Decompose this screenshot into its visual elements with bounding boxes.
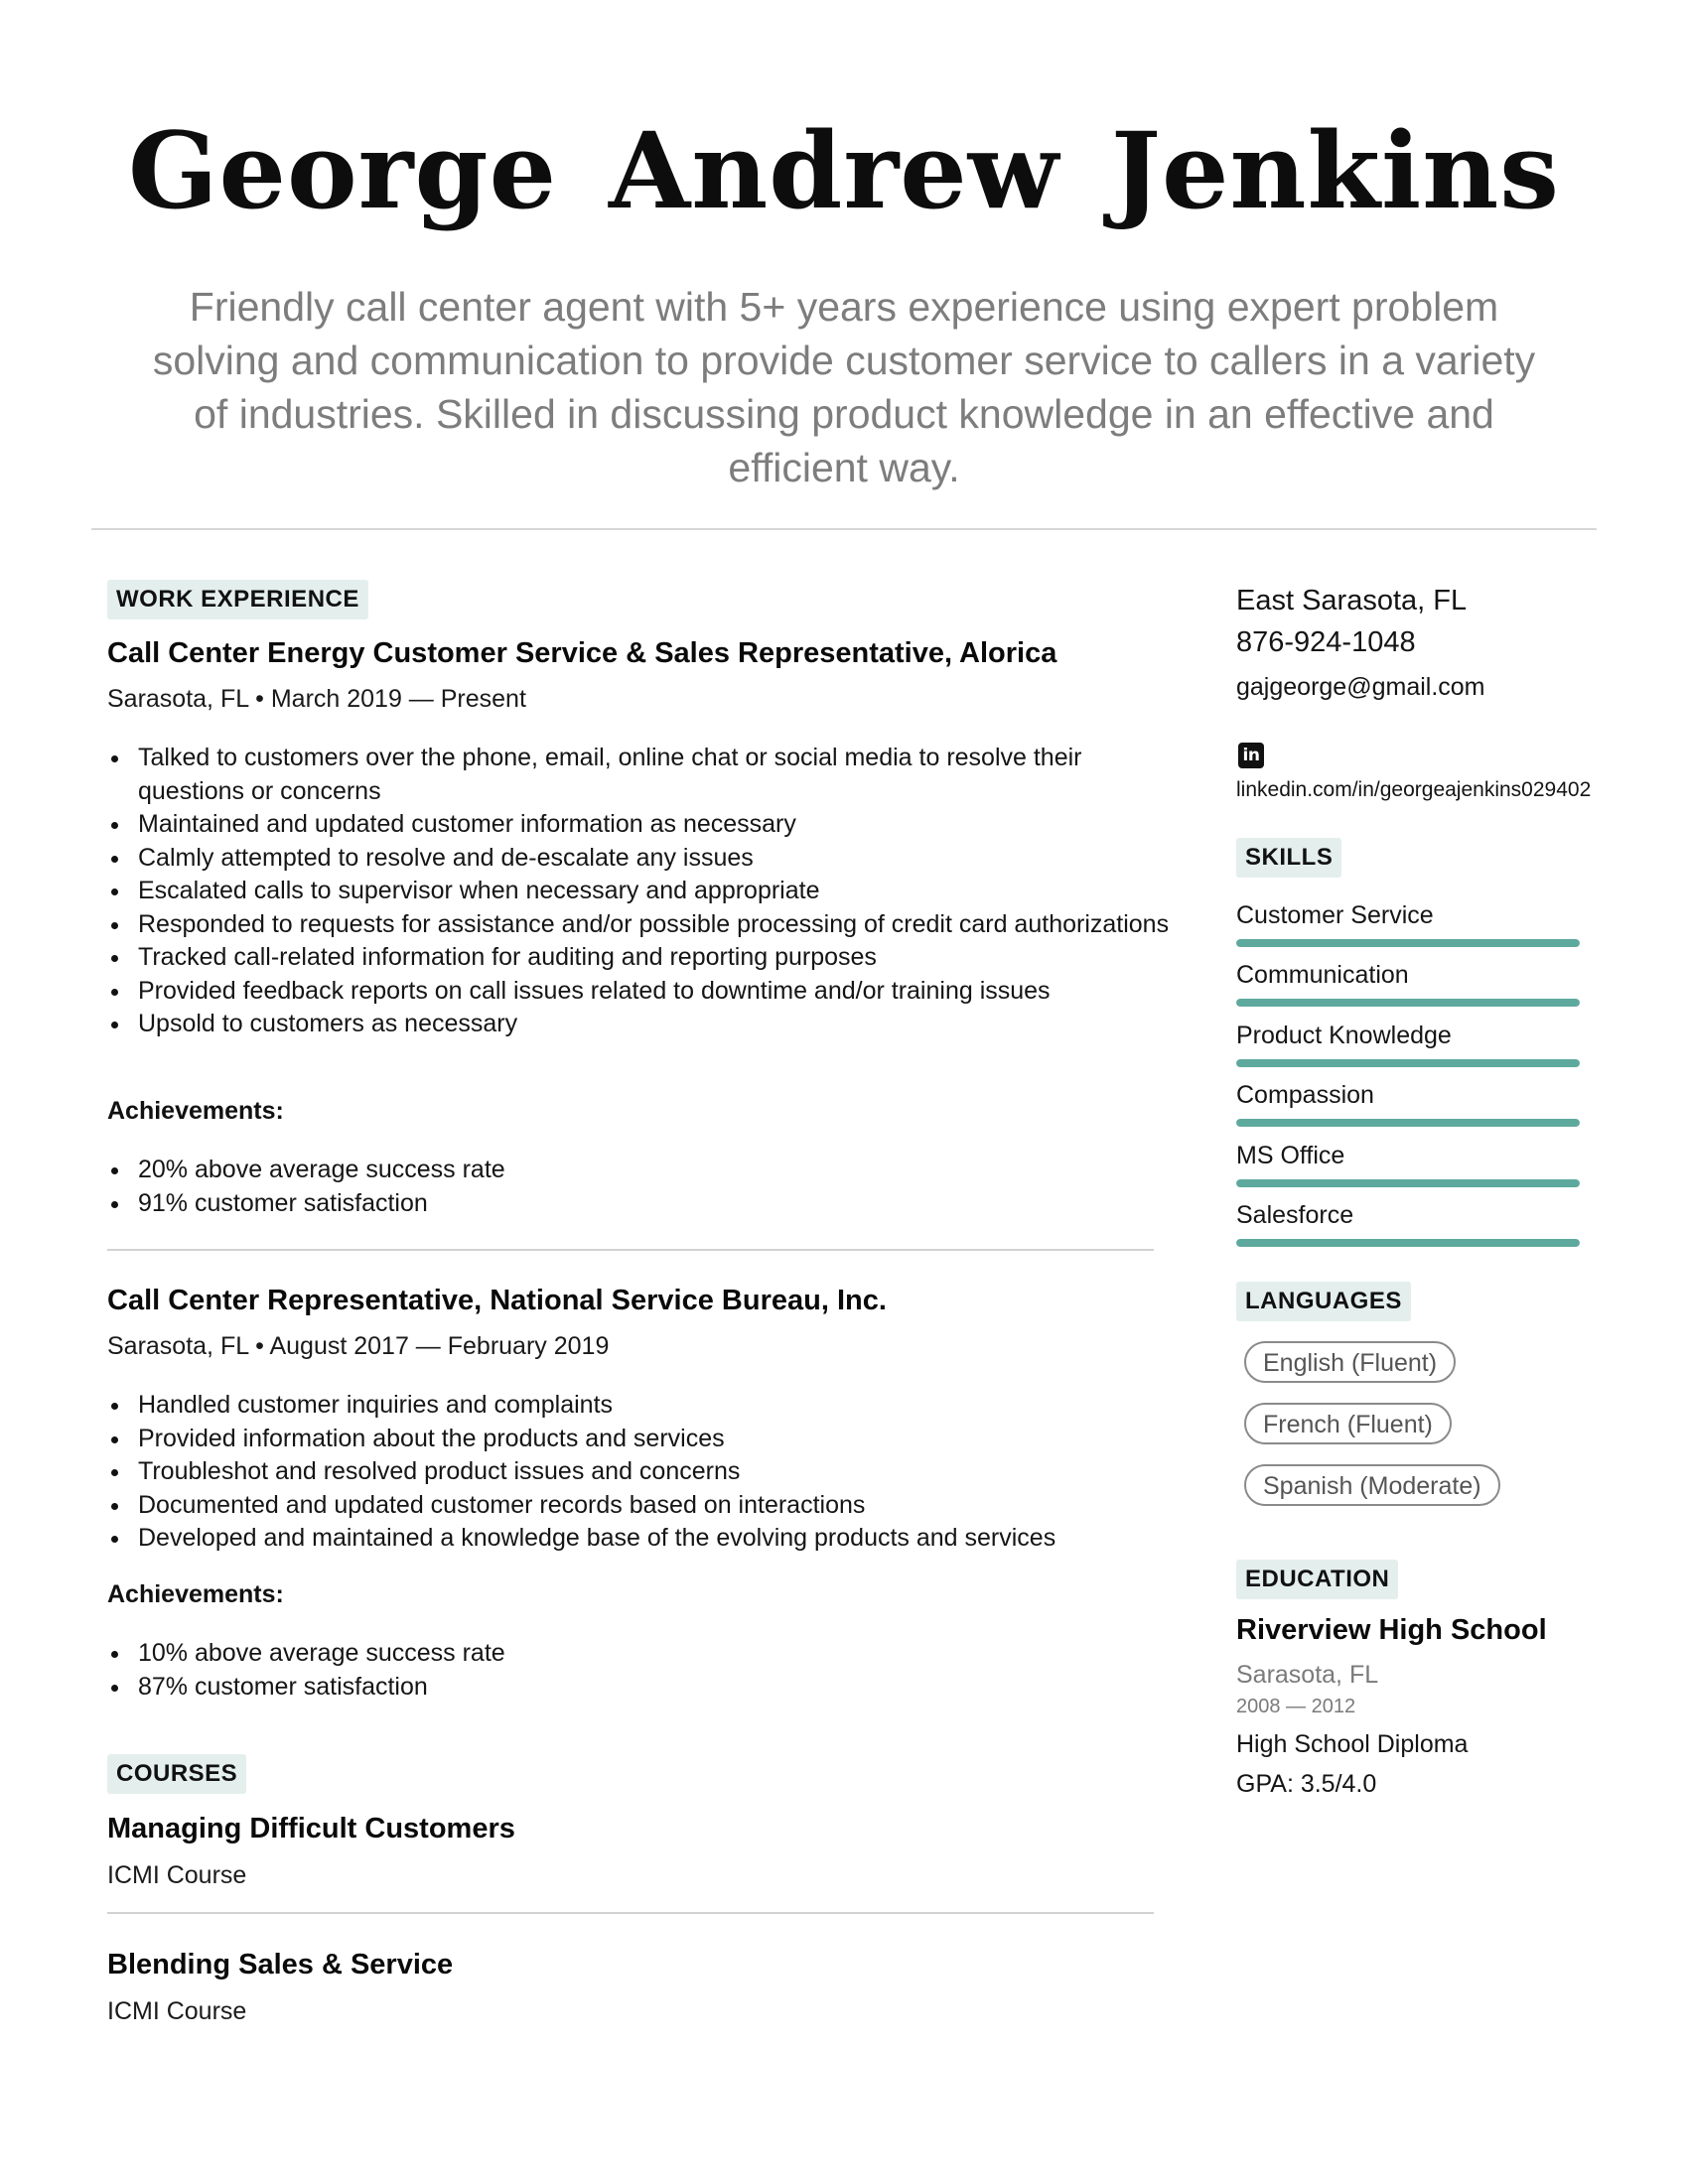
job-bullets [107, 1389, 1170, 1556]
skill-level-fill [1236, 939, 1580, 947]
list-item: 20% above average success rate [107, 1154, 1170, 1187]
list-item: Tracked call-related information for auditing and reporting purposes [107, 941, 1170, 975]
course-provider: ICMI Course [107, 1997, 247, 2025]
skill-level-fill [1236, 999, 1580, 1007]
language-pill: French (Fluent) [1244, 1403, 1452, 1444]
job-title: Call Center Energy Customer Service & Sales Representative, Alorica [107, 637, 1057, 669]
job-meta: Sarasota, FL • August 2017 — February 2019 [107, 1332, 610, 1360]
job-bullets [107, 742, 1170, 1041]
job-title: Call Center Representative, National Service Bureau, Inc. [107, 1285, 887, 1316]
list-item: Talked to customers over the phone, email, online chat or social media to resolve their questions or concerns [107, 742, 1170, 808]
achievements-label: Achievements: [107, 1580, 284, 1608]
list-item: Troubleshot and resolved product issues and concerns [107, 1455, 1170, 1489]
skill-level-bar [1236, 1179, 1580, 1187]
contact-phone[interactable]: 876-924-1048 [1236, 626, 1416, 658]
candidate-name: George Andrew Jenkins [128, 108, 1560, 232]
skill-level-bar [1236, 1059, 1580, 1067]
section-tag-languages: LANGUAGES [1236, 1282, 1411, 1321]
header-divider [91, 528, 1597, 530]
course-divider [107, 1912, 1154, 1914]
skill-level-fill [1236, 1059, 1580, 1067]
section-tag-work-experience: WORK EXPERIENCE [107, 580, 368, 619]
course-title: Blending Sales & Service [107, 1949, 454, 1980]
contact-location: East Sarasota, FL [1236, 585, 1468, 616]
list-item: 10% above average success rate [107, 1637, 1170, 1671]
skill-level-bar [1236, 999, 1580, 1007]
skill-name: Product Knowledge [1236, 1022, 1452, 1049]
list-item: Responded to requests for assistance and/or possible processing of credit card authorizations [107, 908, 1170, 942]
language-pill: English (Fluent) [1244, 1341, 1456, 1383]
contact-email[interactable]: gajgeorge@gmail.com [1236, 673, 1485, 701]
education-location: Sarasota, FL [1236, 1661, 1379, 1689]
job-divider [107, 1249, 1154, 1251]
skill-level-bar [1236, 1239, 1580, 1247]
section-tag-courses: COURSES [107, 1754, 246, 1794]
course-provider: ICMI Course [107, 1861, 247, 1889]
skill-name: Customer Service [1236, 901, 1434, 929]
list-item: 91% customer satisfaction [107, 1187, 1170, 1221]
list-item: Calmly attempted to resolve and de-escalate any issues [107, 842, 1170, 876]
list-item: Developed and maintained a knowledge base of the evolving products and services [107, 1522, 1170, 1556]
list-item: 87% customer satisfaction [107, 1671, 1170, 1705]
skill-name: MS Office [1236, 1142, 1345, 1169]
achievements-list [107, 1637, 1170, 1704]
skill-level-bar [1236, 1119, 1580, 1127]
section-tag-education: EDUCATION [1236, 1560, 1398, 1599]
list-item: Handled customer inquiries and complaints [107, 1389, 1170, 1423]
list-item: Provided feedback reports on call issues related to downtime and/or training issues [107, 975, 1170, 1009]
section-tag-skills: SKILLS [1236, 838, 1341, 878]
contact-linkedin[interactable]: linkedin.com/in/georgeajenkins029402 [1236, 778, 1592, 801]
list-item: Upsold to customers as necessary [107, 1008, 1170, 1041]
job-meta: Sarasota, FL • March 2019 — Present [107, 685, 526, 713]
language-pill: Spanish (Moderate) [1244, 1464, 1500, 1506]
education-school: Riverview High School [1236, 1614, 1547, 1646]
skill-name: Compassion [1236, 1081, 1374, 1109]
skill-name: Communication [1236, 961, 1409, 989]
skill-level-fill [1236, 1179, 1580, 1187]
profile-summary: Friendly call center agent with 5+ years experience using expert problem solving and communication to provide customer service to callers in a variety of industries. Skilled in discussing product knowledge in an effective and efficient way. [152, 284, 1536, 490]
course-title: Managing Difficult Customers [107, 1813, 515, 1844]
skill-level-bar [1236, 939, 1580, 947]
achievements-label: Achievements: [107, 1097, 284, 1125]
skill-name: Salesforce [1236, 1201, 1354, 1229]
education-gpa: GPA: 3.5/4.0 [1236, 1770, 1377, 1798]
skill-level-fill [1236, 1239, 1580, 1247]
achievements-list [107, 1154, 1170, 1220]
list-item: Escalated calls to supervisor when necessary and appropriate [107, 875, 1170, 908]
education-years: 2008 — 2012 [1236, 1696, 1356, 1717]
linkedin-icon[interactable]: in [1238, 743, 1264, 768]
list-item: Provided information about the products and services [107, 1423, 1170, 1456]
list-item: Maintained and updated customer information as necessary [107, 808, 1170, 842]
list-item: Documented and updated customer records based on interactions [107, 1489, 1170, 1523]
education-degree: High School Diploma [1236, 1730, 1469, 1758]
skill-level-fill [1236, 1119, 1580, 1127]
